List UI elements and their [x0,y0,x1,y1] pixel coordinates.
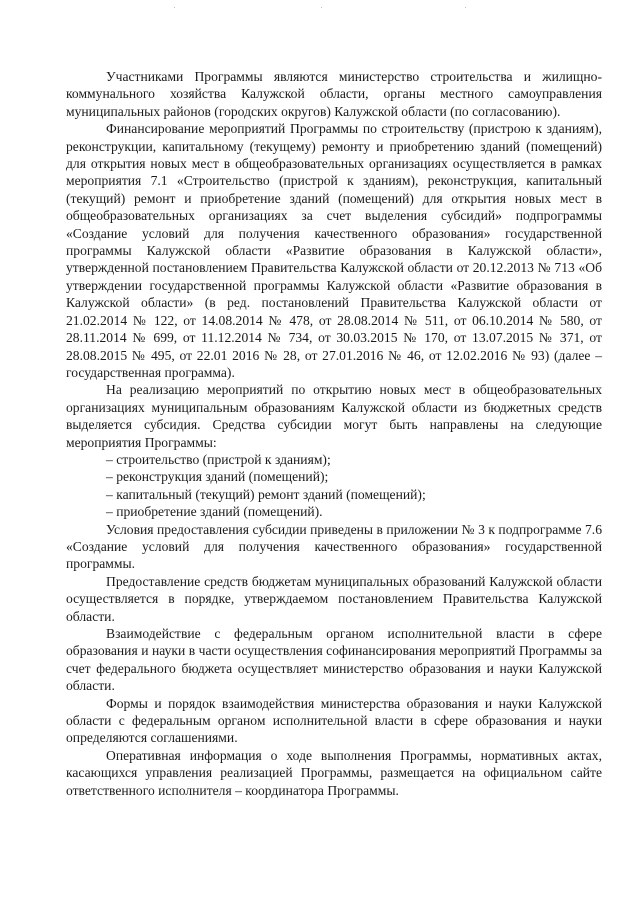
scan-speck [465,7,466,8]
list-item: – капитальный (текущий) ремонт зданий (помещений); [106,486,426,502]
paragraph-subsidy: На реализацию мероприятий по открытию новых мест в общеобразовательных организациях муниципальным образованиям Калужской области из бюджетных средств выделяется субсидия. Средства субсидии могут быть направлены на следующие мероприятия Программы: [66,382,602,450]
list-item: – реконструкция зданий (помещений); [106,469,329,485]
paragraph-interaction-forms: Формы и порядок взаимодействия министерства образования и науки Калужской области с федеральным органом исполнительной власти в сфере образования и науки определяются соглашениями. [66,695,602,746]
list-item: – приобретение зданий (помещений). [106,504,323,520]
paragraph-budget-transfer: Предоставление средств бюджетам муниципальных образований Калужской области осуществляется в порядке, утверждаемом постановлением Правительства Калужской области. [66,573,602,624]
paragraph-operational-info: Оперативная информация о ходе выполнения Программы, нормативных актах, касающихся управления реализацией Программы, размещается на официальном сайте ответственного исполнителя – координатора Программы. [66,747,602,798]
document-page [66,68,602,799]
scan-speck [174,7,175,8]
paragraph-federal-interaction: Взаимодействие с федеральным органом исполнительной власти в сфере образования и науки в части осуществления софинансирования мероприятий Программы за счет федерального бюджета осуществляет министерство образования и науки Калужской области. [66,626,602,694]
scan-speck [321,7,322,8]
list-item: – строительство (пристрой к зданиям); [106,451,331,467]
activities-list [66,451,602,521]
paragraph-participants: Участниками Программы являются министерство строительства и жилищно-коммунального хозяйства Калужской области, органы местного самоуправления муниципальных районов (городских округов) Калужской области (по согласованию). [66,69,602,119]
paragraph-conditions: Условия предоставления субсидии приведены в приложении № 3 к подпрограмме 7.6 «Создание условий для получения качественного образования» государственной программы. [66,521,602,572]
paragraph-financing: Финансирование мероприятий Программы по строительству (пристрою к зданиям), реконструкции, капитальному (текущему) ремонту и приобретению зданий (помещений) для открытия новых мест в общеобразовательных организациях осуществляется в рамках мероприятия 7.1 «Строительство (пристрой к зданиям), реконструкция, капитальный (текущий) ремонт и приобретение зданий (помещений) для открытия новых мест в общеобразовательных организациях за счет выделения субсидий» подпрограммы «Создание условий для получения качественного образования» государственной программы Калужской области «Развитие образования в Калужской области», утвержденной постановлением Правительства Калужской области от 20.12.2013 № 713 «Об утверждении государственной программы Калужской области «Развитие образования в Калужской области» (в ред. постановлений Правительства Калужской области от 21.02.2014 № 122, от 14.08.2014 № 478, от 28.08.2014 № 511, от 06.10.2014 № 580, от 28.11.2014 № 699, от 11.12.2014 № 734, от 30.03.2015 № 170, от 13.07.2015 № 371, от 28.08.2015 № 495, от 22.01 2016 № 28, от 27.01.2016 № 46, от 12.02.2016 № 93) (далее – государственная программа). [66,121,602,380]
